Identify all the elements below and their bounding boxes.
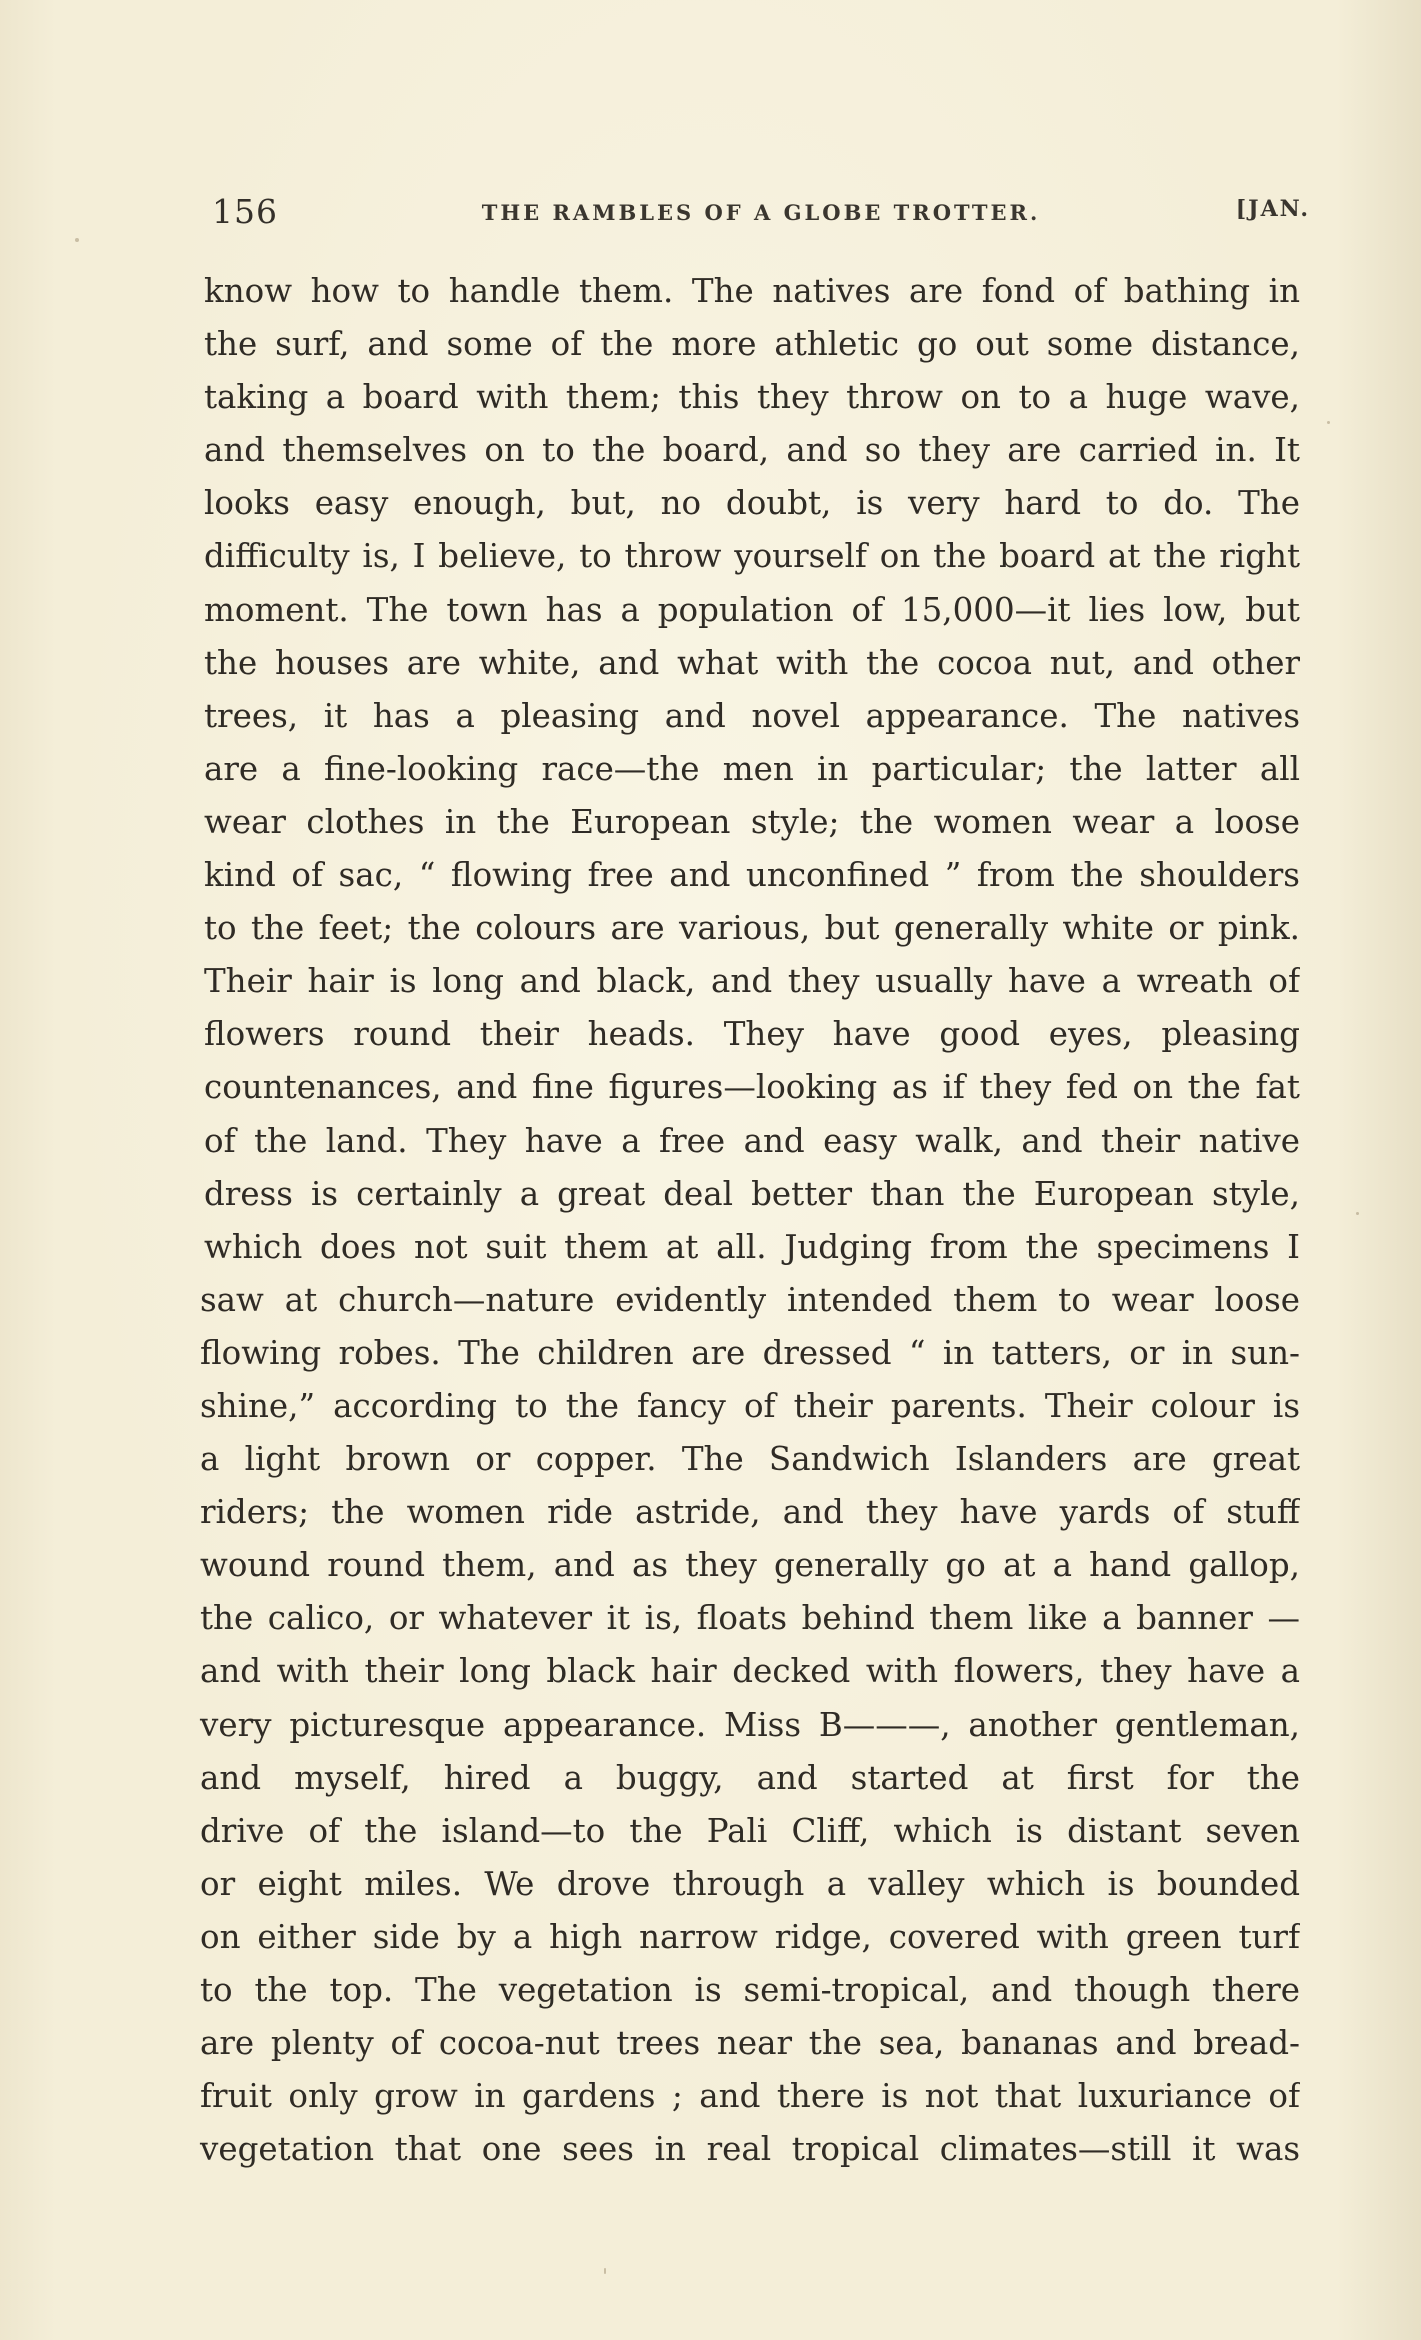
text-line: kind of sac, “ flowing free and unconfined ” from the shoulders [204,856,1300,895]
text-line: to the feet; the colours are various, but generally white or pink. [204,909,1300,948]
text-line: on either side by a high narrow ridge, covered with green turf [200,1917,1300,1956]
month-marker: [JAN. [1235,196,1310,222]
paper-speck [1356,1212,1359,1215]
text-line: difficulty is, I believe, to throw yourself on the board at the right [204,537,1300,576]
text-line: are a fine-looking race—the men in particular; the latter all [204,749,1300,788]
paper-speck [604,2268,606,2274]
text-line: moment. The town has a population of 15,000—it lies low, but [204,590,1300,629]
text-line: wear clothes in the European style; the women wear a loose [204,802,1300,841]
page-header [212,192,1310,232]
text-line: drive of the island—to the Pali Cliff, which is distant seven [200,1811,1300,1850]
text-line: Their hair is long and black, and they usually have a wreath of [204,962,1300,1001]
text-line: trees, it has a pleasing and novel appearance. The natives [204,696,1300,735]
page-number: 156 [212,192,278,231]
text-line: the calico, or whatever it is, floats behind them like a banner — [200,1599,1300,1638]
text-line: know how to handle them. The natives are fond of bathing in [204,272,1300,310]
paper-speck [75,238,79,242]
running-title: THE RAMBLES OF A GLOBE TROTTER. [481,200,1041,225]
text-line: shine,” according to the fancy of their parents. Their colour is [200,1386,1300,1425]
text-line: the surf, and some of the more athletic go out some distance, [204,325,1300,364]
text-line: of the land. They have a free and easy walk, and their native [204,1121,1300,1160]
text-line: saw at church—nature evidently intended them to wear loose [200,1280,1300,1319]
text-line: and myself, hired a buggy, and started at first for the [200,1758,1300,1797]
text-line: and themselves on to the board, and so they are carried in. It [204,431,1300,470]
text-line: taking a board with them; this they throw on to a huge wave, [204,378,1300,417]
text-line: flowing robes. The children are dressed “ in tatters, or in sun- [200,1333,1300,1372]
text-line: vegetation that one sees in real tropical climates—still it was [200,2130,1300,2169]
text-line: very picturesque appearance. Miss B———, another gentleman, [200,1705,1300,1744]
paper-speck [1327,421,1330,424]
text-line: a light brown or copper. The Sandwich Islanders are great [200,1440,1300,1479]
text-line: to the top. The vegetation is semi-tropical, and though there [200,1971,1300,2009]
text-line: are plenty of cocoa-nut trees near the sea, bananas and bread- [200,2024,1300,2063]
text-line: looks easy enough, but, no doubt, is very hard to do. The [204,484,1300,523]
text-line: and with their long black hair decked with flowers, they have a [200,1652,1300,1691]
text-line: or eight miles. We drove through a valley which is bounded [200,1864,1300,1903]
text-line: which does not suit them at all. Judging from the specimens I [204,1227,1300,1266]
text-line: wound round them, and as they generally go at a hand gallop, [200,1546,1300,1585]
text-line: the houses are white, and what with the cocoa nut, and other [204,643,1300,682]
text-line: flowers round their heads. They have good eyes, pleasing [204,1015,1300,1054]
body-text [198,265,1300,2176]
text-line: fruit only grow in gardens ; and there is not that luxuriance of [200,2077,1300,2116]
text-line: riders; the women ride astride, and they have yards of stuff [200,1493,1300,1532]
text-line: dress is certainly a great deal better than the European style, [204,1174,1300,1213]
text-line: countenances, and fine figures—looking as if they fed on the fat [204,1068,1300,1107]
